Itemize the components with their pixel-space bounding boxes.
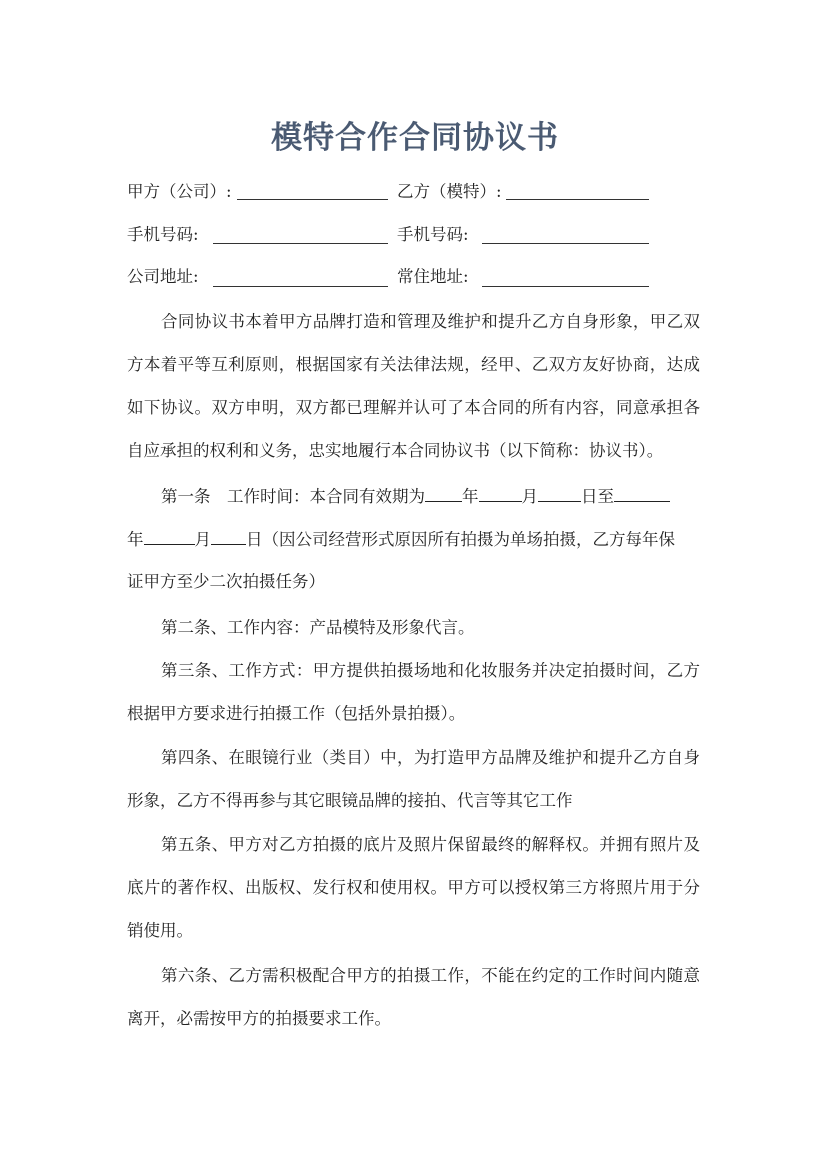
end-year-blank[interactable] <box>614 485 670 502</box>
article-1-text: 日（因公司经营形式原因所有拍摄为单场拍摄，乙方每年保 <box>246 530 675 549</box>
party-b-blank[interactable] <box>506 199 649 200</box>
address-a-label: 公司地址: <box>127 267 199 286</box>
article-6-line: 离开，必需按甲方的拍摄要求工作。 <box>127 1009 391 1028</box>
article-5-line: 底片的著作权、出版权、发行权和使用权。甲方可以授权第三方将照片用于分 <box>127 878 700 897</box>
article-1-line <box>127 528 700 551</box>
phone-b-label: 手机号码: <box>397 225 469 244</box>
start-month-blank[interactable] <box>479 485 522 502</box>
article-1-line <box>161 485 706 508</box>
article-1-prefix: 第一条 工作时间：本合同有效期为 <box>161 487 425 506</box>
party-a-label: 甲方（公司）: <box>127 182 232 201</box>
address-a-blank[interactable] <box>213 286 388 287</box>
party-a-blank[interactable] <box>237 199 388 200</box>
party-b-label: 乙方（模特）: <box>397 182 502 201</box>
intro-line: 自应承担的权利和义务，忠实地履行本合同协议书（以下简称：协议书）。 <box>127 441 664 460</box>
phone-a-blank[interactable] <box>213 243 388 244</box>
article-4-line: 形象，乙方不得再参与其它眼镜品牌的接拍、代言等其它工作 <box>127 791 573 810</box>
end-day-blank[interactable] <box>211 528 246 545</box>
article-3-line: 根据甲方要求进行拍摄工作（包括外景拍摄）。 <box>127 704 466 723</box>
article-4-line: 第四条、在眼镜行业（类目）中，为打造甲方品牌及维护和提升乙方自身 <box>161 748 700 767</box>
phone-a-label: 手机号码: <box>127 225 199 244</box>
address-b-blank[interactable] <box>482 286 649 287</box>
phone-b-blank[interactable] <box>482 243 649 244</box>
intro-line: 合同协议书本着甲方品牌打造和管理及维护和提升乙方自身形象，甲乙双 <box>161 312 700 331</box>
year-label: 年 <box>127 530 144 549</box>
start-day-blank[interactable] <box>538 485 581 502</box>
address-b-label: 常住地址: <box>397 267 469 286</box>
day-to-label: 日至 <box>581 487 614 506</box>
article-3-line: 第三条、工作方式：甲方提供拍摄场地和化妆服务并决定拍摄时间，乙方 <box>161 661 700 680</box>
article-2: 第二条、工作内容：产品模特及形象代言。 <box>161 618 475 637</box>
article-5-line: 销使用。 <box>127 921 193 940</box>
article-1-line: 证甲方至少二次拍摄任务） <box>127 572 325 591</box>
month-label: 月 <box>194 530 211 549</box>
article-6-line: 第六条、乙方需积极配合甲方的拍摄工作，不能在约定的工作时间内随意 <box>161 966 700 985</box>
document-title: 模特合作合同协议书 <box>271 120 559 156</box>
year-label: 年 <box>462 487 479 506</box>
end-month-blank[interactable] <box>144 528 195 545</box>
intro-line: 如下协议。双方申明，双方都已理解并认可了本合同的所有内容，同意承担各 <box>127 398 700 417</box>
month-label: 月 <box>521 487 538 506</box>
article-5-line: 第五条、甲方对乙方拍摄的底片及照片保留最终的解释权。并拥有照片及 <box>161 835 700 854</box>
intro-line: 方本着平等互利原则，根据国家有关法律法规，经甲、乙双方友好协商，达成 <box>127 355 700 374</box>
start-year-blank[interactable] <box>425 485 462 502</box>
